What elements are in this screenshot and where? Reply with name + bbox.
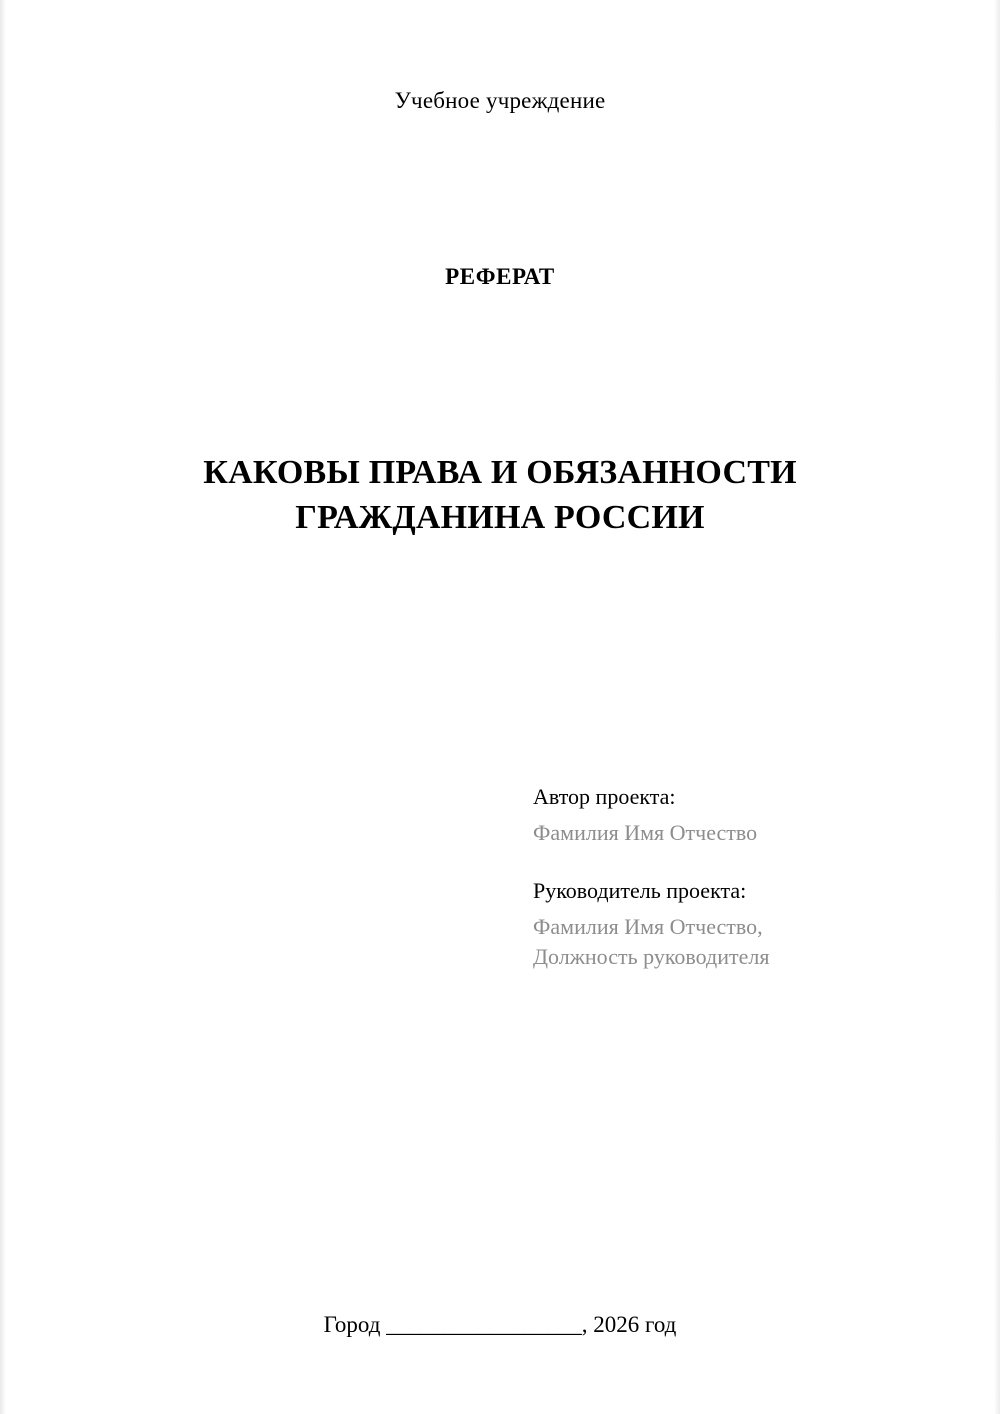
credits-block <box>533 786 933 1004</box>
page-title: КАКОВЫ ПРАВА И ОБЯЗАННОСТИ ГРАЖДАНИНА РОССИИ <box>203 453 797 536</box>
supervisor-value-line-1: Фамилия Имя Отчество, <box>533 914 763 939</box>
author-label: Автор проекта: <box>533 784 676 809</box>
supervisor-value-line-2: Должность руководителя <box>533 944 770 969</box>
supervisor-label: Руководитель проекта: <box>533 878 747 903</box>
document-type-heading: РЕФЕРАТ <box>445 264 555 289</box>
institution-name: Учебное учреждение <box>394 88 606 113</box>
supervisor-group <box>533 880 933 968</box>
author-value: Фамилия Имя Отчество <box>533 820 758 845</box>
city-and-year-footer: Город _________________, 2026 год <box>323 1312 677 1337</box>
author-group <box>533 786 933 844</box>
